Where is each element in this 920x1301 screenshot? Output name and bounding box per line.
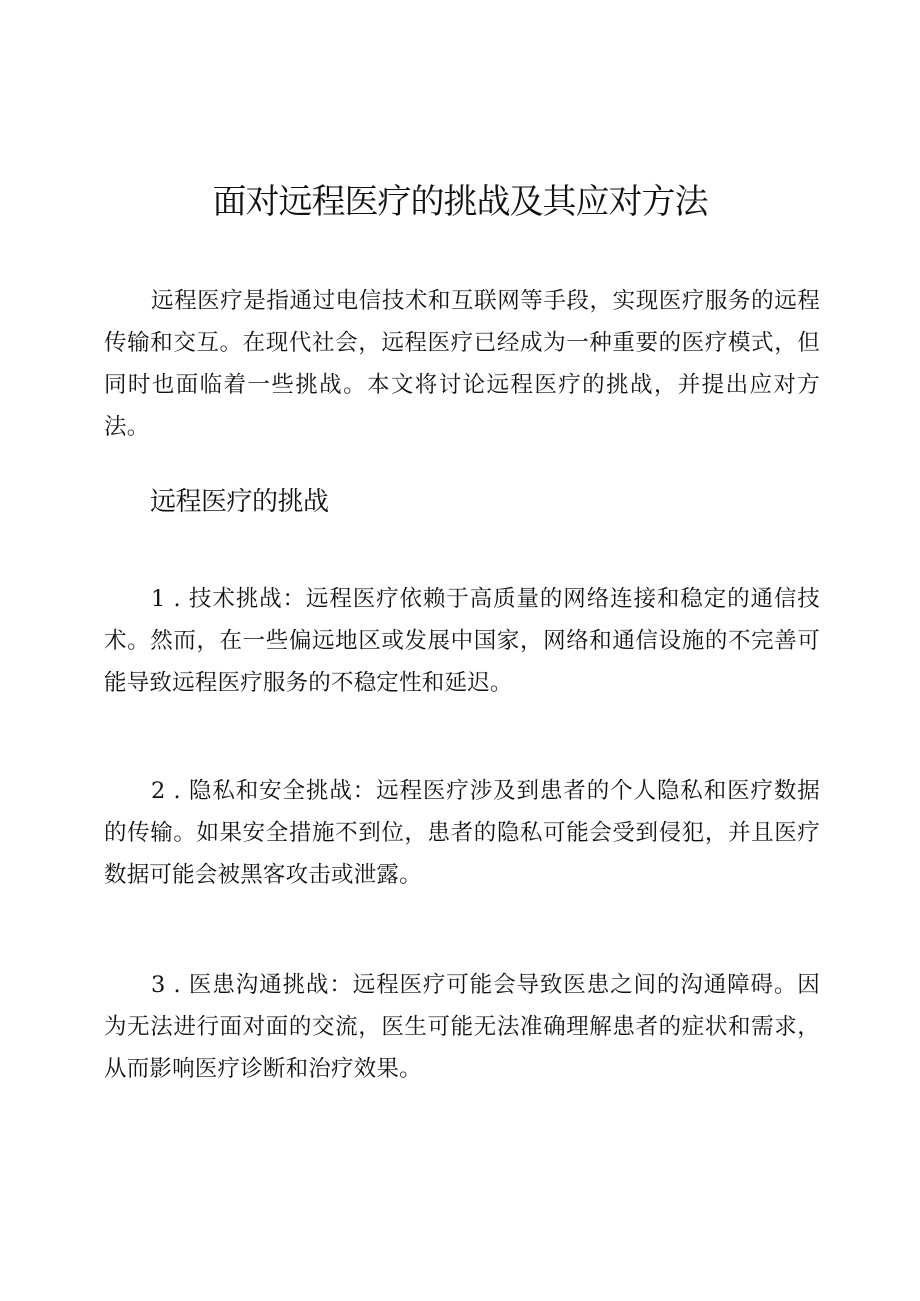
list-item-number: 3 — [151, 972, 166, 998]
list-item-technical-challenge — [104, 578, 820, 704]
list-item-text: . 技术挑战：远程医疗依赖于高质量的网络连接和稳定的通信技术。然而，在一些偏远地区或发展中国家，网络和通信设施的不完善可能导致远程医疗服务的不稳定性和延迟。 — [104, 586, 820, 696]
list-item-number: 2 — [151, 778, 166, 804]
list-item-number: 1 — [151, 586, 166, 612]
document-title: 面对远程医疗的挑战及其应对方法 — [212, 182, 708, 222]
list-item-text: . 隐私和安全挑战：远程医疗涉及到患者的个人隐私和医疗数据的传输。如果安全措施不到位，患者的隐私可能会受到侵犯，并且医疗数据可能会被黑客攻击或泄露。 — [104, 778, 820, 888]
list-item-text: . 医患沟通挑战：远程医疗可能会导致医患之间的沟通障碍。因为无法进行面对面的交流，医生可能无法准确理解患者的症状和需求，从而影响医疗诊断和治疗效果。 — [104, 972, 820, 1082]
section-heading: 远程医疗的挑战 — [150, 487, 329, 517]
intro-paragraph: 远程医疗是指通过电信技术和互联网等手段，实现医疗服务的远程传输和交互。在现代社会，远程医疗已经成为一种重要的医疗模式，但同时也面临着一些挑战。本文将讨论远程医疗的挑战，并提出应对方法。 — [104, 288, 820, 440]
list-item-communication-challenge — [104, 964, 820, 1090]
list-item-privacy-challenge — [104, 770, 820, 896]
